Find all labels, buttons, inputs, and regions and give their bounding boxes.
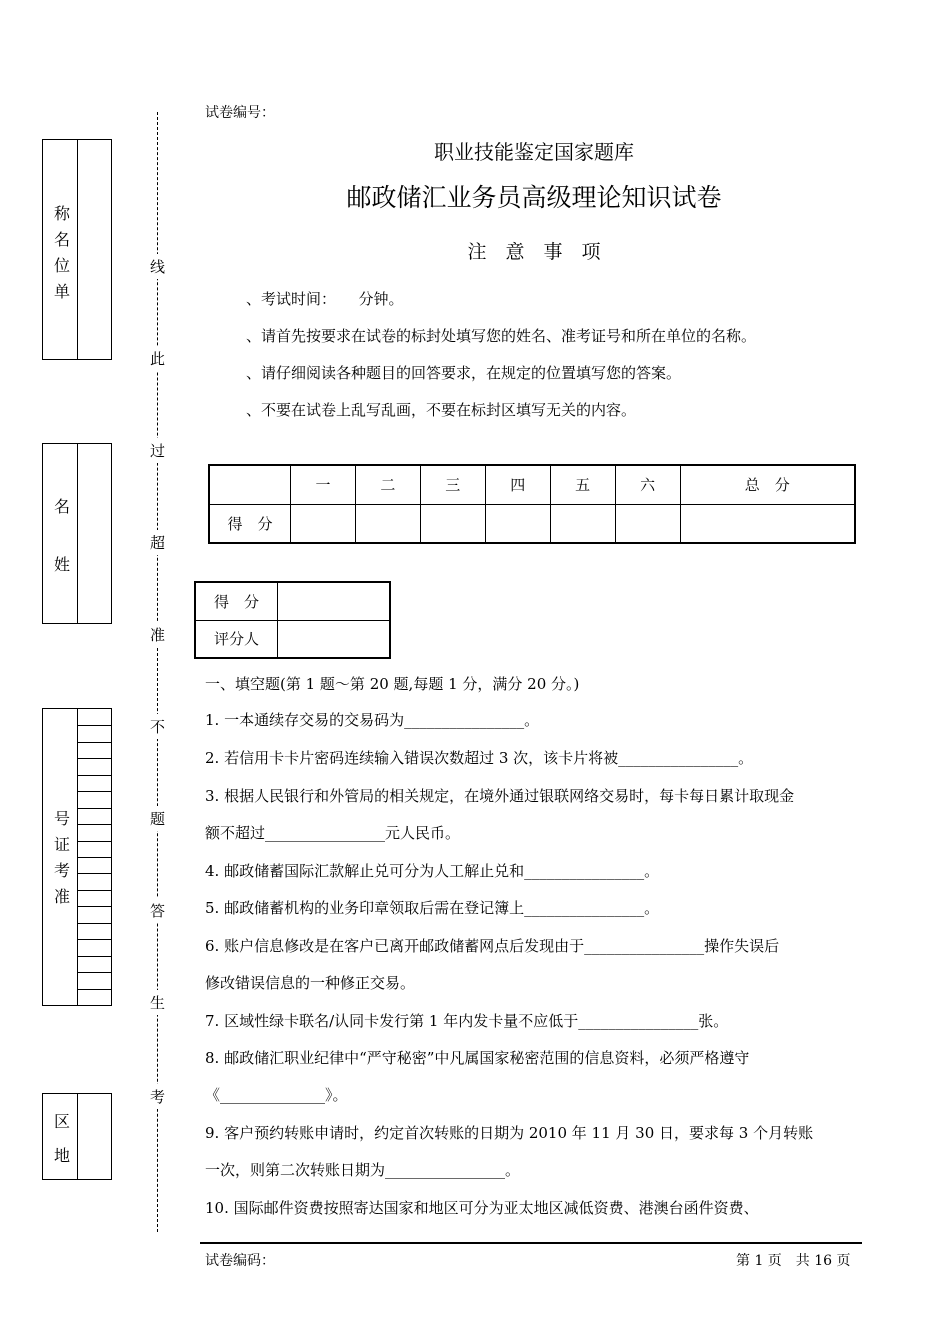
score-header-cell: 二 — [355, 465, 420, 504]
question-line: 《______________》。 — [205, 1086, 348, 1104]
name-label-2: 姓 — [54, 555, 71, 574]
grader-score-label: 得 分 — [195, 582, 278, 620]
id-box — [42, 708, 112, 1006]
grader-cell — [278, 620, 391, 658]
question-line: 2. 若信用卡卡片密码连续输入错误次数超过 3 次，该卡片将被________________。 — [205, 749, 754, 767]
seal-char-6: 不 — [150, 714, 165, 739]
question-line: 10. 国际邮件资费按照寄达国家和地区可分为亚太地区减低资费、港澳台函件资费、 — [205, 1199, 759, 1217]
exam-bank-title: 职业技能鉴定国家题库 — [434, 140, 634, 164]
name-box — [42, 443, 112, 624]
score-header-cell — [209, 465, 291, 504]
id-grid-line — [77, 758, 111, 759]
id-grid-line — [77, 972, 111, 973]
score-cell — [680, 504, 855, 543]
id-label-3: 考 — [54, 861, 71, 880]
seal-char-9: 生 — [150, 990, 165, 1015]
footer-page-number: 第 1 页 共 16 页 — [736, 1253, 851, 1269]
grader-table — [194, 581, 391, 659]
seal-dashed-line — [157, 112, 158, 1232]
unit-label-4: 单 — [54, 282, 71, 301]
id-grid-line — [77, 873, 111, 874]
score-header-cell: 三 — [420, 465, 485, 504]
score-header-cell: 六 — [615, 465, 680, 504]
id-grid-line — [77, 791, 111, 792]
seal-char-1: 线 — [150, 254, 165, 279]
seal-char-5: 准 — [150, 622, 165, 647]
footer-paper-code: 试卷编码： — [205, 1253, 275, 1269]
id-grid-line — [77, 956, 111, 957]
id-label-4: 准 — [54, 887, 71, 906]
score-row-label: 得 分 — [209, 504, 291, 543]
seal-char-4: 超 — [150, 530, 165, 555]
question-line: 额不超过________________元人民币。 — [205, 824, 461, 842]
id-grid-line — [77, 841, 111, 842]
region-box — [42, 1093, 112, 1180]
id-grid-line — [77, 890, 111, 891]
question-line: 6. 账户信息修改是在客户已离开邮政储蓄网点后发现由于________________操作失误后 — [205, 937, 780, 955]
question-line: 3. 根据人民银行和外管局的相关规定，在境外通过银联网络交易时，每卡每日累计取现金 — [205, 787, 795, 805]
score-cell — [291, 504, 356, 543]
id-label-1: 号 — [54, 809, 71, 828]
id-grid-line — [77, 725, 111, 726]
question-line: 4. 邮政储蓄国际汇款解止兑可分为人工解止兑和________________。 — [205, 862, 660, 880]
id-grid-line — [77, 857, 111, 858]
seal-char-8: 答 — [150, 898, 165, 923]
seal-char-3: 过 — [150, 438, 165, 463]
score-cell — [355, 504, 420, 543]
unit-label-1: 称 — [54, 204, 71, 223]
unit-label-2: 名 — [54, 230, 71, 249]
region-label-2: 地 — [54, 1146, 71, 1165]
score-cell — [485, 504, 550, 543]
score-table — [208, 464, 856, 544]
notice-item: 、请首先按要求在试卷的标封处填写您的姓名、准考证号和所在单位的名称。 — [246, 327, 757, 345]
id-grid-line — [77, 906, 111, 907]
notice-item: 、不要在试卷上乱写乱画，不要在标封区填写无关的内容。 — [246, 401, 637, 419]
id-label-2: 证 — [54, 835, 71, 854]
page-title: 邮政储汇业务员高级理论知识试卷 — [346, 183, 722, 212]
score-header-cell: 四 — [485, 465, 550, 504]
score-cell — [615, 504, 680, 543]
score-header-cell: 一 — [291, 465, 356, 504]
notice-item: 、考试时间： 分钟。 — [246, 290, 404, 308]
seal-char-7: 题 — [150, 806, 165, 831]
question-line: 9. 客户预约转账申请时，约定首次转账的日期为 2010 年 11 月 30 日，要求每 3 个月转账 — [205, 1124, 814, 1142]
region-label-1: 区 — [54, 1112, 71, 1131]
id-grid-line — [77, 808, 111, 809]
notice-heading: 注 意 事 项 — [467, 241, 601, 263]
name-label-1: 名 — [54, 497, 71, 516]
notice-item: 、请仔细阅读各种题目的回答要求，在规定的位置填写您的答案。 — [246, 364, 682, 382]
question-line: 1. 一本通续存交易的交易码为________________。 — [205, 711, 540, 729]
footer-rule — [200, 1242, 862, 1244]
id-grid-line — [77, 989, 111, 990]
id-grid-line — [77, 923, 111, 924]
id-grid-line — [77, 824, 111, 825]
question-line: 7. 区域性绿卡联名/认同卡发行第 1 年内发卡量不应低于________________张。 — [205, 1012, 729, 1030]
question-line: 5. 邮政储蓄机构的业务印章领取后需在登记簿上________________。 — [205, 899, 660, 917]
id-grid-line — [77, 742, 111, 743]
question-line: 一次，则第二次转账日期为________________。 — [205, 1161, 521, 1179]
unit-label-3: 位 — [54, 256, 71, 275]
seal-char-10: 考 — [150, 1084, 165, 1109]
section-heading: 一、填空题(第 1 题～第 20 题,每题 1 分，满分 20 分。) — [205, 675, 580, 693]
seal-char-2: 此 — [150, 346, 165, 371]
score-header-cell: 总 分 — [680, 465, 855, 504]
question-line: 8. 邮政储汇职业纪律中“严守秘密”中凡属国家秘密范围的信息资料，必须严格遵守 — [205, 1049, 750, 1067]
id-grid-line — [77, 939, 111, 940]
score-cell — [420, 504, 485, 543]
question-line: 修改错误信息的一种修正交易。 — [205, 974, 416, 992]
id-grid-line — [77, 775, 111, 776]
score-cell — [550, 504, 615, 543]
grader-score-cell — [278, 582, 391, 620]
grader-label: 评分人 — [195, 620, 278, 658]
score-header-cell: 五 — [550, 465, 615, 504]
paper-number-label: 试卷编号： — [205, 105, 275, 121]
